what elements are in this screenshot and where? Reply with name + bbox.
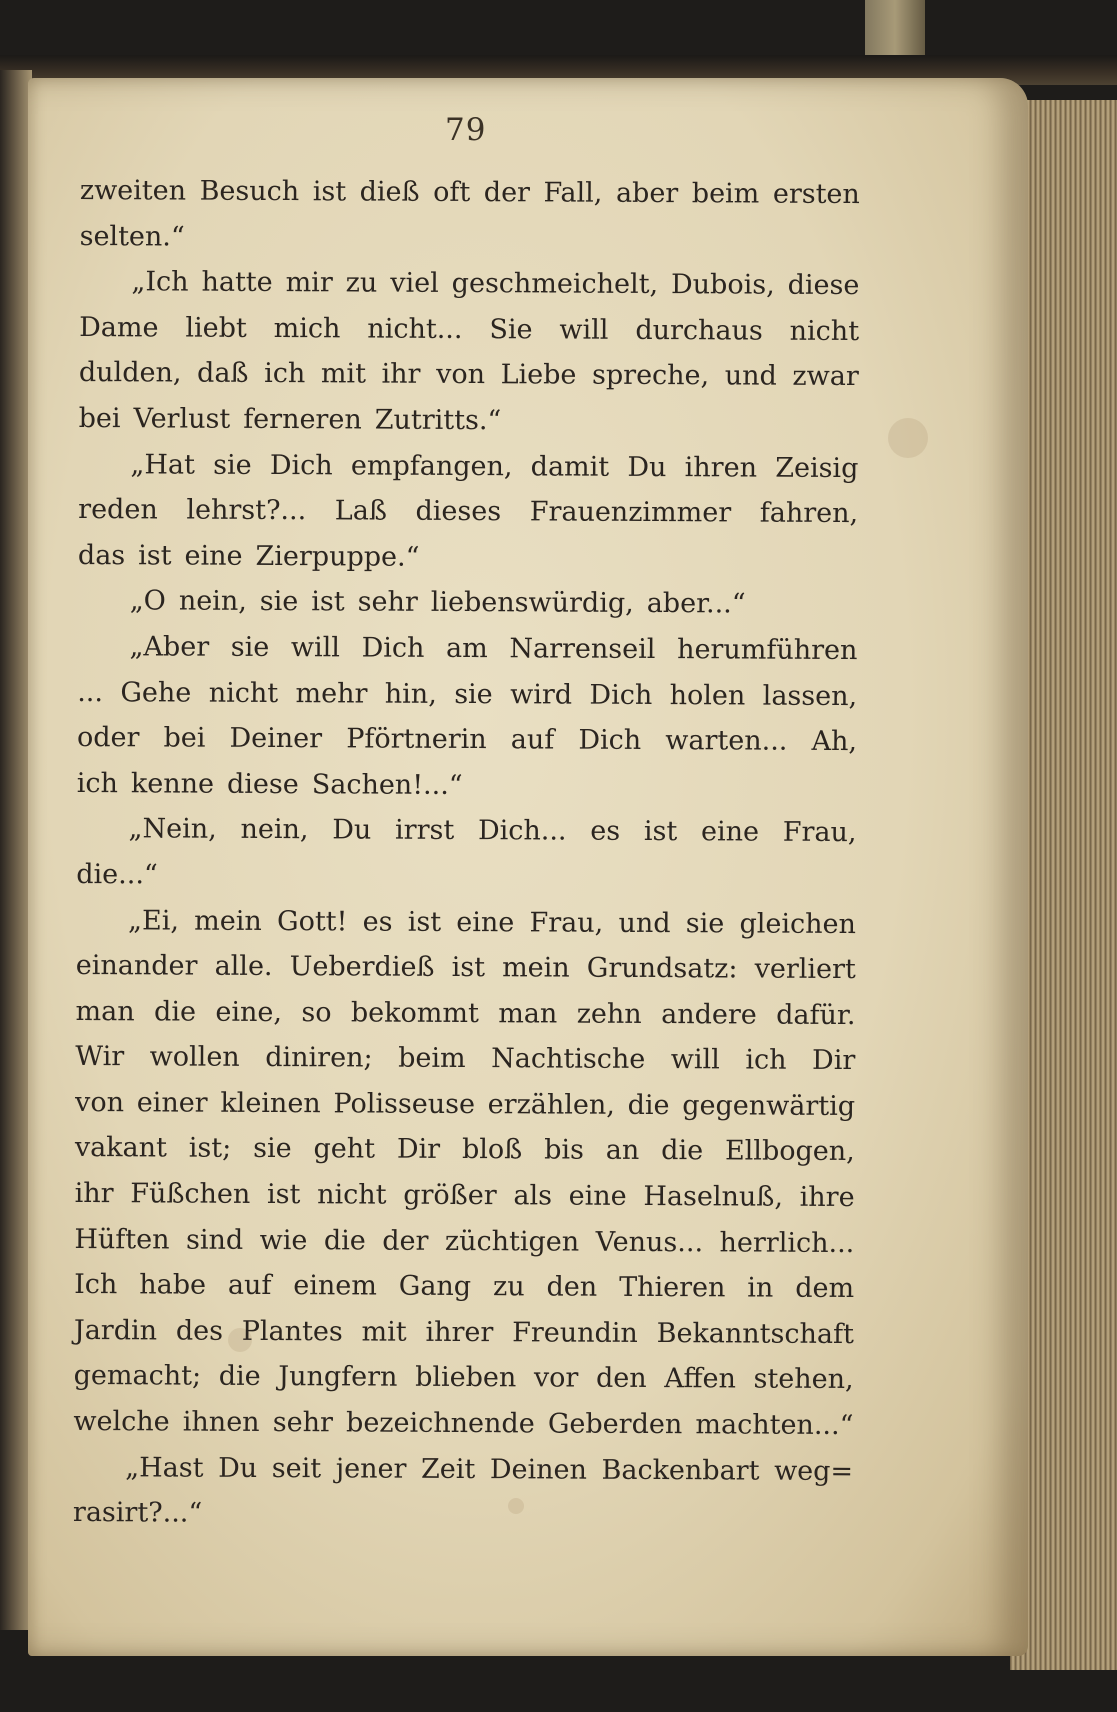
text-word: gegenwärtig <box>682 1090 856 1122</box>
text-word: sie <box>253 1133 292 1165</box>
text-word: aber <box>615 177 679 210</box>
text-word: bezeichnende <box>346 1407 535 1440</box>
text-word: die <box>627 1089 670 1121</box>
text-word: gleichen <box>739 907 857 940</box>
text-word: ist <box>311 586 345 618</box>
text-word: Zeit <box>420 1453 476 1485</box>
text-word: eine <box>700 816 760 848</box>
text-word: Geberden <box>547 1408 683 1441</box>
text-word: machten...“ <box>695 1409 854 1442</box>
text-word: „Aber <box>129 631 210 663</box>
text-word: verliert <box>754 953 856 986</box>
text-word: wie <box>259 1224 308 1256</box>
text-line <box>75 1171 855 1221</box>
text-word: mich <box>273 312 341 345</box>
text-line <box>78 442 858 492</box>
text-line <box>77 761 857 811</box>
text-word: ist; <box>188 1133 232 1165</box>
text-line <box>76 806 856 856</box>
text-word: reden <box>78 494 158 526</box>
text-word: liebt <box>185 312 247 344</box>
text-word: auf <box>227 1270 272 1302</box>
text-word: geht <box>313 1133 376 1166</box>
text-word: man <box>498 997 558 1030</box>
text-line <box>78 487 858 537</box>
text-word: selten.“ <box>79 220 185 253</box>
text-word: nein, <box>178 585 247 618</box>
text-word: stehen, <box>753 1363 854 1396</box>
text-word: viel <box>390 267 439 300</box>
text-word: Hüften <box>74 1223 170 1256</box>
text-word: oder <box>76 722 140 754</box>
text-word: will <box>670 1044 720 1076</box>
text-word: ferneren <box>243 403 362 436</box>
text-line <box>76 852 856 902</box>
text-word: hatte <box>201 266 273 299</box>
text-word: eine <box>568 1180 627 1212</box>
text-word: mehr <box>295 677 368 710</box>
text-word: spreche, <box>591 360 710 392</box>
text-word: mein <box>502 952 570 984</box>
text-word: dem <box>795 1273 855 1305</box>
text-word: hin, <box>384 678 437 710</box>
text-word: jener <box>335 1452 407 1485</box>
text-word: mit <box>320 358 367 390</box>
text-word: oft <box>433 176 471 209</box>
text-word: Venus... <box>595 1226 704 1258</box>
text-line <box>75 989 855 1039</box>
text-word: „Hat <box>130 448 196 481</box>
text-line <box>78 578 858 628</box>
text-word: weg= <box>774 1455 854 1487</box>
text-line <box>74 1262 854 1312</box>
text-word: Dir <box>396 1134 441 1166</box>
text-word: irrst <box>394 814 455 847</box>
text-word: zu <box>492 1271 525 1303</box>
text-word: auf <box>510 724 555 756</box>
text-line <box>79 350 859 400</box>
text-word: einander <box>75 950 198 982</box>
text-word: Ellbogen, <box>724 1135 855 1168</box>
text-line <box>75 1034 855 1084</box>
text-word: Fall, <box>543 177 603 209</box>
text-word: Sachen!...“ <box>311 768 463 801</box>
text-word: Deiner <box>229 722 323 755</box>
text-word: ihre <box>799 1181 855 1214</box>
text-word: Thieren <box>619 1272 726 1304</box>
paper-stain <box>888 418 928 458</box>
text-word: daß <box>197 357 249 390</box>
text-word: Polisseuse <box>333 1088 476 1120</box>
text-word: am <box>446 632 488 665</box>
text-word: „Nein, <box>128 813 217 846</box>
text-word: beim <box>691 178 760 210</box>
text-word: Grundsatz: <box>586 952 738 985</box>
text-word: die <box>661 1135 704 1167</box>
text-word: so <box>301 996 332 1029</box>
text-word: sie <box>230 631 270 663</box>
text-word: diese <box>787 269 860 302</box>
text-word: zwar <box>792 361 859 393</box>
text-word: Du <box>332 814 372 846</box>
text-word: dafür. <box>776 999 856 1031</box>
text-word: ist <box>266 1179 301 1211</box>
text-line <box>75 1080 855 1130</box>
text-word: welche <box>73 1406 170 1438</box>
text-word: nein, <box>240 814 309 846</box>
text-line <box>79 305 859 355</box>
text-line <box>73 1445 853 1495</box>
text-word: Dir <box>812 1045 856 1077</box>
text-word: „Ich <box>131 266 189 298</box>
text-word: Dubois, <box>670 269 775 301</box>
text-word: ich <box>264 358 306 390</box>
text-word: von <box>75 1086 125 1119</box>
text-word: das <box>77 539 126 571</box>
text-word: lassen, <box>762 680 858 712</box>
text-line <box>76 897 856 947</box>
text-word: gemacht; <box>73 1360 202 1393</box>
text-line <box>73 1399 853 1449</box>
text-word: nicht... <box>367 313 463 345</box>
text-word: Ich <box>74 1269 118 1301</box>
text-word: vakant <box>74 1132 168 1164</box>
text-word: aber...“ <box>646 588 746 620</box>
text-word: Füßchen <box>130 1178 251 1210</box>
text-word: wird <box>510 678 573 711</box>
text-word: herumführen <box>677 634 858 667</box>
text-word: es <box>362 905 393 938</box>
text-word: bei <box>163 722 206 754</box>
text-word: sehr <box>272 1407 333 1439</box>
text-word: Ah, <box>811 725 858 758</box>
text-word: zweiten <box>79 174 187 207</box>
text-word: Freundin <box>512 1317 638 1349</box>
text-word: dieses <box>415 495 502 528</box>
text-word: Wir <box>75 1041 125 1073</box>
text-word: Haselnuß, <box>643 1181 784 1213</box>
text-word: kleinen <box>220 1087 321 1120</box>
text-word: holen <box>669 679 746 712</box>
body-text <box>73 168 860 1540</box>
text-word: ich <box>76 767 119 799</box>
text-word: ist <box>407 906 442 938</box>
text-word: andere <box>661 998 757 1031</box>
text-line <box>74 1217 854 1267</box>
text-word: kenne <box>130 767 215 800</box>
text-word: rasirt?...“ <box>72 1497 203 1529</box>
text-word: wollen <box>149 1041 240 1074</box>
text-word: Bekanntschaft <box>656 1317 854 1350</box>
text-word: der <box>382 1225 429 1257</box>
text-word: zehn <box>576 998 642 1030</box>
text-word: Affen <box>664 1363 737 1395</box>
text-word: Du <box>627 451 667 483</box>
text-word: „Hast <box>125 1451 204 1484</box>
text-word: durchaus <box>635 314 763 347</box>
text-word: blieben <box>415 1362 517 1394</box>
text-word: „Ei, <box>127 904 180 937</box>
text-word: der <box>483 177 531 209</box>
text-word: geschmeichelt, <box>451 268 659 301</box>
text-word: eine, <box>215 996 283 1028</box>
text-word: ... <box>77 676 104 708</box>
text-word: sind <box>185 1224 244 1256</box>
text-word: herrlich... <box>719 1227 855 1259</box>
text-word: warten... <box>665 725 788 757</box>
text-word: sehr <box>357 586 418 619</box>
text-word: Zeisig <box>775 452 859 484</box>
text-word: ich <box>745 1044 787 1076</box>
text-word: ihrer <box>425 1316 494 1349</box>
text-word: Dich <box>269 449 333 481</box>
text-word: bis <box>544 1134 585 1167</box>
text-word: Plantes <box>241 1315 343 1348</box>
text-word: dieß <box>359 176 420 208</box>
text-word: nicht <box>789 315 860 347</box>
text-word: Ueberdieß <box>289 951 435 983</box>
text-word: Frau, <box>529 906 604 939</box>
text-word: erzählen, <box>487 1089 615 1121</box>
text-word: nicht <box>317 1179 387 1211</box>
text-word: Frau, <box>782 817 857 849</box>
text-word: den <box>546 1271 598 1303</box>
text-word: bekommt <box>350 997 479 1029</box>
text-word: mir <box>285 267 333 299</box>
text-word: seit <box>271 1452 322 1484</box>
text-word: Frauenzimmer <box>529 496 732 529</box>
text-line <box>80 168 860 218</box>
text-word: Du <box>218 1452 258 1484</box>
text-word: von <box>436 359 486 391</box>
text-word: Gang <box>398 1270 472 1303</box>
text-word: ist <box>643 816 678 848</box>
text-word: nicht <box>208 677 279 709</box>
text-word: ist <box>312 176 347 208</box>
text-word: ersten <box>772 178 860 211</box>
text-word: damit <box>530 450 610 483</box>
text-word: habe <box>139 1269 207 1301</box>
text-line <box>77 670 857 720</box>
text-word: man <box>75 995 135 1027</box>
text-word: sie <box>454 678 493 710</box>
text-word: größer <box>403 1179 497 1212</box>
text-word: dulden, <box>78 357 182 389</box>
text-word: die <box>323 1224 366 1257</box>
text-word: bei <box>78 402 121 435</box>
text-line <box>75 1125 855 1175</box>
text-word: mein <box>194 905 262 937</box>
text-word: den <box>595 1363 647 1395</box>
text-word: bloß <box>461 1134 523 1166</box>
text-word: sie <box>213 449 252 481</box>
text-word: beim <box>398 1042 466 1075</box>
text-line <box>80 214 860 264</box>
text-word: Nachtische <box>491 1043 646 1076</box>
text-word: Zutritts.“ <box>374 404 502 437</box>
text-word: Dich... <box>477 815 567 847</box>
text-word: Liebe <box>500 359 577 391</box>
text-word: alle. <box>214 950 273 983</box>
text-word: es <box>590 815 621 848</box>
text-word: Zierpuppe.“ <box>255 540 420 573</box>
text-word: die <box>218 1361 261 1393</box>
text-word: Dame <box>79 311 159 344</box>
page-number: 79 <box>445 112 487 148</box>
text-word: Gott! <box>276 905 348 937</box>
text-word: Laß <box>334 495 387 527</box>
text-line <box>77 715 857 765</box>
text-word: „O <box>129 585 166 617</box>
text-word: einer <box>136 1087 208 1119</box>
text-word: vor <box>533 1362 579 1395</box>
text-word: will <box>290 632 341 664</box>
text-word: Pförtnerin <box>346 723 487 756</box>
text-word: fahren, <box>759 497 859 530</box>
text-line <box>79 396 859 446</box>
text-word: liebenswürdig, <box>430 587 634 620</box>
text-word: diese <box>226 768 299 800</box>
text-line <box>77 624 857 674</box>
text-word: diniren; <box>265 1042 373 1074</box>
text-line <box>76 943 856 993</box>
text-word: Verlust <box>133 403 231 435</box>
text-line <box>73 1490 853 1540</box>
text-word: ihr <box>74 1178 114 1210</box>
text-word: in <box>747 1272 774 1304</box>
text-word: des <box>175 1315 224 1347</box>
text-word: züchtigen <box>444 1225 580 1258</box>
text-word: ihnen <box>182 1406 260 1438</box>
text-word: Sie <box>489 313 533 346</box>
text-line <box>74 1353 854 1403</box>
text-word: eine <box>456 906 515 938</box>
text-word: sie <box>685 907 725 939</box>
text-word: Jungfern <box>278 1361 398 1394</box>
text-word: ist <box>138 540 172 572</box>
text-word: und <box>724 360 777 393</box>
text-word: Gehe <box>120 676 192 709</box>
text-word: sie <box>259 586 299 618</box>
text-line <box>78 533 858 583</box>
text-line <box>79 259 859 309</box>
text-word: einem <box>293 1270 377 1302</box>
text-word: die...“ <box>76 858 158 891</box>
text-word: Dich <box>578 724 642 757</box>
text-word: Narrenseil <box>509 633 656 665</box>
text-word: Jardin <box>73 1314 158 1347</box>
text-word: lehrst?... <box>186 494 307 527</box>
text-word: will <box>559 314 609 346</box>
text-word: Dich <box>361 632 425 664</box>
text-word: ihren <box>684 451 758 484</box>
text-word: als <box>513 1180 553 1212</box>
text-line <box>74 1308 854 1358</box>
text-word: zu <box>345 267 378 299</box>
text-word: Backenbart <box>601 1454 760 1487</box>
text-word: Deinen <box>489 1453 588 1486</box>
text-word: eine <box>184 540 243 572</box>
text-word: an <box>605 1135 640 1167</box>
text-word: empfangen, <box>350 449 513 482</box>
text-word: mit <box>361 1316 407 1348</box>
text-word: die <box>154 996 197 1028</box>
text-word: ist <box>451 952 486 984</box>
text-word: und <box>618 907 671 939</box>
text-word: ihr <box>381 358 421 391</box>
text-word: Besuch <box>199 175 300 208</box>
text-word: Dich <box>589 679 653 711</box>
